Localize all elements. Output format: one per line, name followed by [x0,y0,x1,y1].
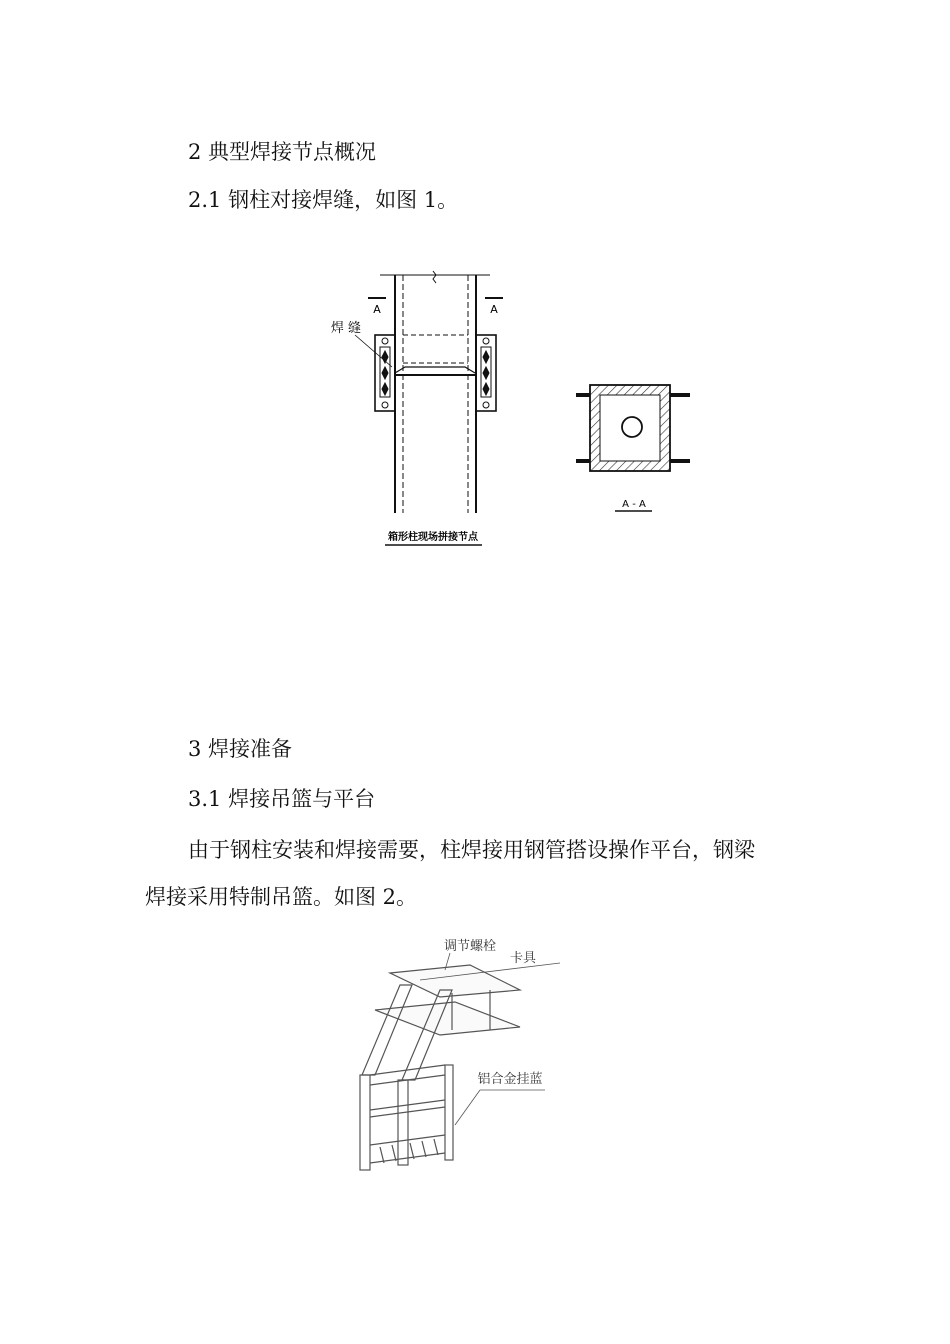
figure-1-caption: 箱形柱现场拼接节点 [388,532,478,543]
figure-1-box-column-splice [0,255,950,575]
label-aluminum-basket: 铝合金挂蓝 [477,1072,543,1087]
section-3-1-text: 3.1 焊接吊篮与平台 [188,787,376,811]
section-a-a-title: A - A [622,499,646,510]
section-a-a-drawing [576,385,690,471]
paragraph-line-1: 由于钢柱安装和焊接需要，柱焊接用钢管搭设操作平台，钢梁 [188,838,755,862]
paragraph-line-2: 焊接采用特制吊篮。如图 2。 [145,885,418,909]
section-2-1-text: 2.1 钢柱对接焊缝，如图 1。 [188,188,459,212]
label-clamp: 卡具 [509,951,537,966]
label-adjusting-bolt: 调节螺栓 [443,939,497,954]
section-mark-left-label: A [373,303,381,316]
basket-drawing [360,953,560,1170]
section-mark-right-label: A [490,303,498,316]
section-3-heading: 3 焊接准备 [188,737,293,761]
figure-2-hanging-basket [0,935,950,1175]
weld-label: 焊 缝 [330,321,362,336]
section-2-heading: 2 典型焊接节点概况 [188,140,377,164]
